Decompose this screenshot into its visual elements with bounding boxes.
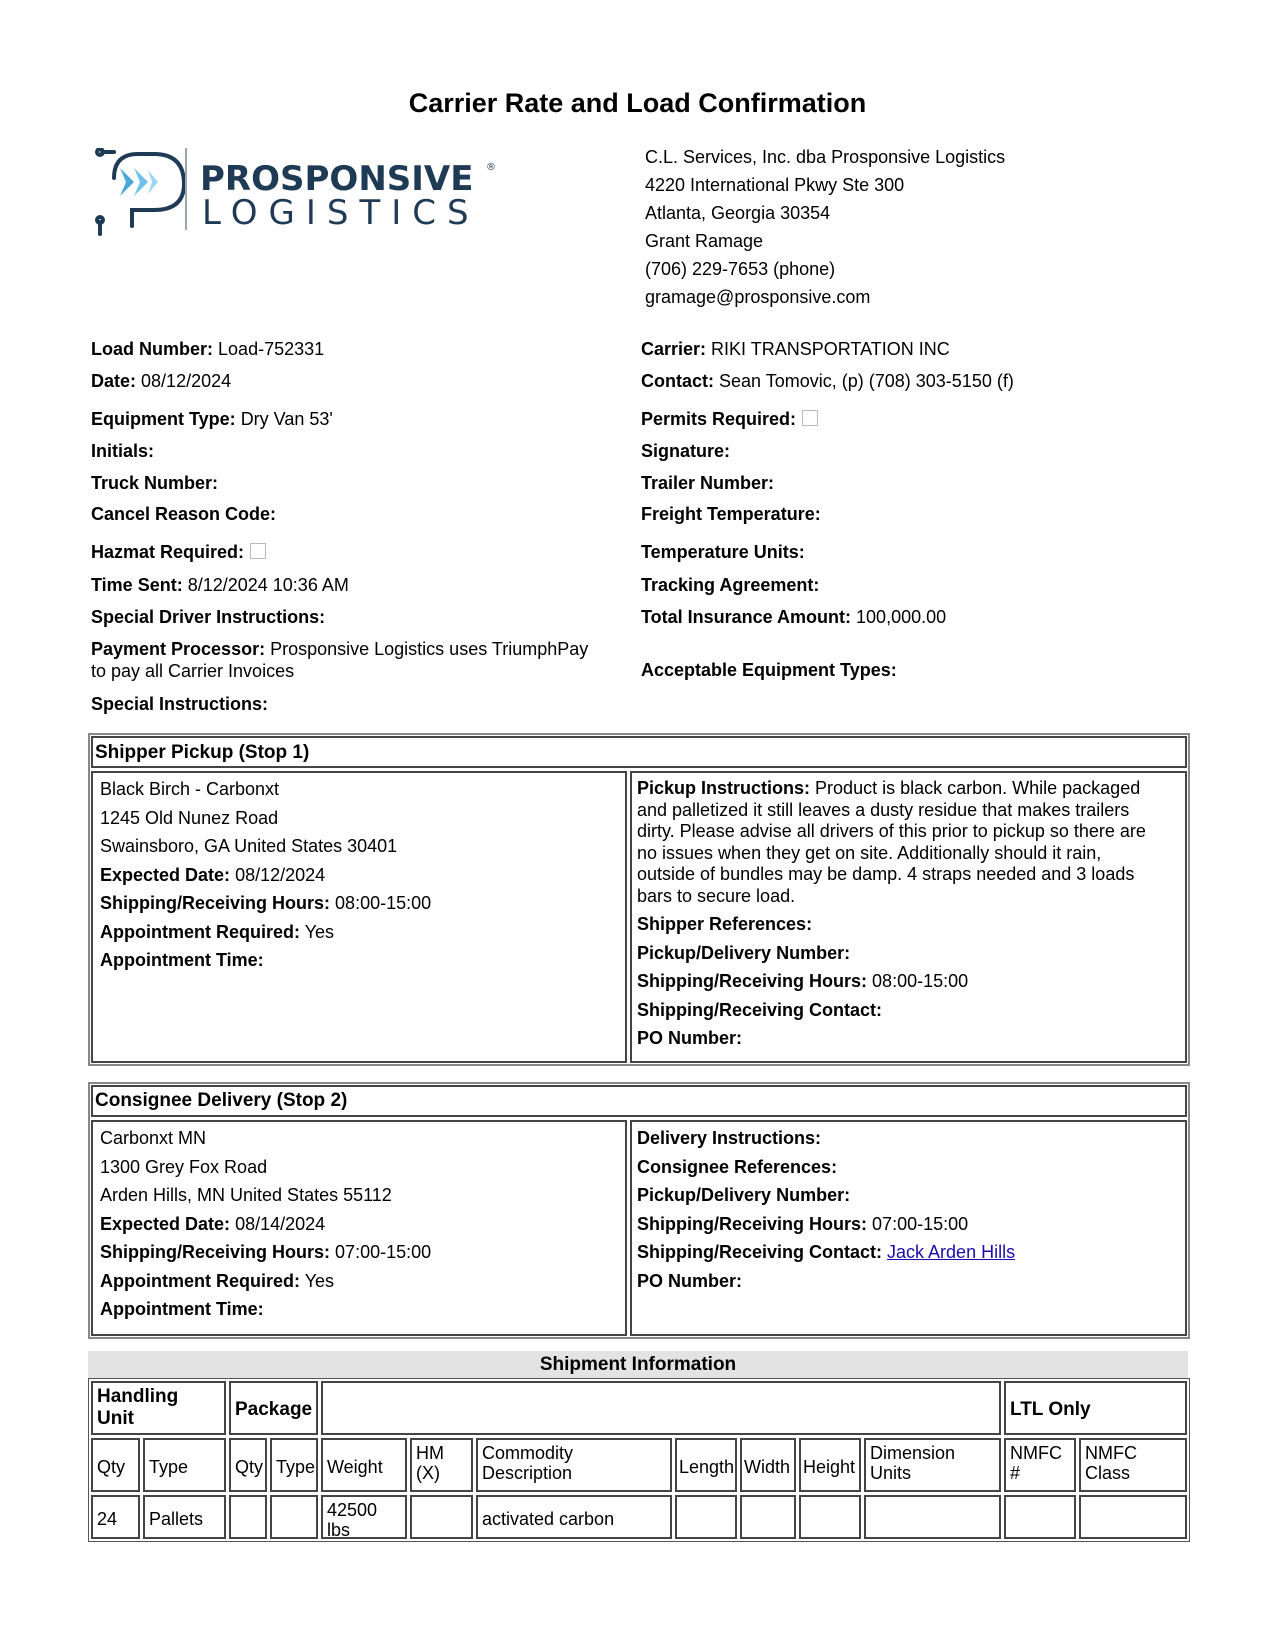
- logo-registered-mark: ®: [486, 162, 496, 173]
- stop2-pickup-delivery-number: Pickup/Delivery Number:: [637, 1185, 851, 1205]
- col-width: Width: [740, 1438, 796, 1492]
- logo-subtitle: LOGISTICS: [202, 193, 480, 233]
- stop1-po-number: PO Number:: [637, 1028, 743, 1048]
- logo-name: PROSPONSIVE: [200, 159, 474, 199]
- stop2-appointment-time: Appointment Time:: [100, 1299, 264, 1319]
- company-logo: [92, 148, 522, 248]
- company-email[interactable]: gramage@prosponsive.com: [645, 287, 871, 307]
- row-hm: [410, 1495, 473, 1539]
- stop2-name: Carbonxt MN: [100, 1128, 207, 1148]
- group-package: Package: [229, 1381, 318, 1435]
- logo-mark-icon: [92, 148, 522, 248]
- col-weight: Weight: [321, 1438, 407, 1492]
- stop1-hours: Shipping/Receiving Hours: 08:00-15:00: [100, 893, 432, 913]
- truck-number-field: Truck Number:: [91, 473, 219, 493]
- time-sent-field: Time Sent: 8/12/2024 10:36 AM: [91, 575, 349, 595]
- company-phone: (706) 229-7653 (phone): [645, 259, 836, 279]
- stop1-appointment-required: Appointment Required: Yes: [100, 921, 335, 942]
- trailer-number-field: Trailer Number:: [641, 473, 775, 493]
- row-length: [675, 1495, 737, 1539]
- payment-processor-field: Payment Processor: Prosponsive Logistics uses TriumphPay to pay all Carrier Invoices: [91, 639, 589, 681]
- stop1-instructions: [637, 778, 1182, 1053]
- stop2-address: [100, 1124, 431, 1324]
- group-handling-unit: Handling Unit: [91, 1381, 226, 1435]
- group-blank: [321, 1381, 1001, 1435]
- stop1-expected-date: Expected Date: 08/12/2024: [100, 864, 326, 885]
- row-width: [740, 1495, 796, 1539]
- contact-field: Contact: Sean Tomovic, (p) (708) 303-5150 (f): [641, 371, 1014, 391]
- col-qty: Qty: [91, 1438, 140, 1492]
- stop1-pickup-instructions: Pickup Instructions: Product is black carbon. While packaged and palletized it still leaves a dusty residue that makes trailers dirty. Please advise all drivers of this prior to pickup so there are no issues when they get on site. Additionally should it rain, outside of bundles may be damp. 4 straps needed and 3 loads bars to secure load.: [637, 778, 1146, 906]
- stop1-address2: Swainsboro, GA United States 30401: [100, 836, 398, 856]
- stop2-heading: Consignee Delivery (Stop 2): [95, 1090, 348, 1111]
- col-commodity: Commodity Description: [476, 1438, 672, 1492]
- stop2-expected-date: Expected Date: 08/14/2024: [100, 1213, 326, 1234]
- col-package-type: Type: [270, 1438, 318, 1492]
- row-qty: 24: [91, 1495, 140, 1539]
- special-instructions-field: Special Instructions:: [91, 694, 269, 714]
- col-hm: HM (X): [410, 1438, 473, 1492]
- row-nmfc-class: [1079, 1495, 1187, 1539]
- row-height: [799, 1495, 861, 1539]
- hazmat-checkbox[interactable]: [250, 543, 266, 559]
- stop1-contact: Shipping/Receiving Contact:: [637, 999, 883, 1020]
- cancel-reason-field: Cancel Reason Code:: [91, 504, 277, 524]
- carrier-field: Carrier: RIKI TRANSPORTATION INC: [641, 339, 950, 359]
- stop1-address1: 1245 Old Nunez Road: [100, 807, 279, 828]
- row-weight: 42500 lbs: [321, 1495, 407, 1539]
- permits-checkbox[interactable]: [802, 410, 818, 426]
- stop2-appointment-required: Appointment Required: Yes: [100, 1270, 335, 1291]
- stop2-address1: 1300 Grey Fox Road: [100, 1156, 268, 1177]
- stop2-hours: Shipping/Receiving Hours: 07:00-15:00: [100, 1242, 432, 1262]
- temperature-units-field: Temperature Units:: [641, 542, 805, 562]
- signature-field: Signature:: [641, 441, 731, 461]
- stop2-address2: Arden Hills, MN United States 55112: [100, 1185, 392, 1205]
- row-type: Pallets: [143, 1495, 226, 1539]
- initials-field: Initials:: [91, 441, 155, 461]
- stop1-appointment-time: Appointment Time:: [100, 950, 264, 970]
- page-title: Carrier Rate and Load Confirmation: [408, 88, 867, 118]
- equipment-type-field: Equipment Type: Dry Van 53': [91, 409, 333, 429]
- tracking-agreement-field: Tracking Agreement:: [641, 575, 820, 595]
- company-name: C.L. Services, Inc. dba Prosponsive Logistics: [645, 147, 1006, 167]
- col-package-qty: Qty: [229, 1438, 267, 1492]
- company-street: 4220 International Pkwy Ste 300: [645, 175, 905, 195]
- row-package-type: [270, 1495, 318, 1539]
- acceptable-equipment-field: Acceptable Equipment Types:: [641, 660, 897, 680]
- group-ltl-only: LTL Only: [1004, 1381, 1187, 1435]
- stop2-delivery-instructions: Delivery Instructions:: [637, 1128, 822, 1148]
- col-height: Height: [799, 1438, 861, 1492]
- stop2-hours-2: Shipping/Receiving Hours: 07:00-15:00: [637, 1213, 969, 1234]
- stop2-contact: Shipping/Receiving Contact: Jack Arden Hills: [637, 1242, 1016, 1262]
- row-commodity: activated carbon: [476, 1495, 672, 1539]
- date-field: Date: 08/12/2024: [91, 371, 232, 391]
- stop2-consignee-references: Consignee References:: [637, 1156, 838, 1177]
- company-city: Atlanta, Georgia 30354: [645, 203, 831, 223]
- stop2-contact-link[interactable]: Jack Arden Hills: [887, 1242, 1016, 1262]
- stop1-shipper-references: Shipper References:: [637, 914, 813, 934]
- stop1-address: [100, 775, 431, 975]
- col-nmfc-number: NMFC #: [1004, 1438, 1076, 1492]
- company-address-block: [645, 143, 1005, 311]
- shipment-heading: Shipment Information: [88, 1351, 1188, 1378]
- col-length: Length: [675, 1438, 737, 1492]
- hazmat-field: Hazmat Required:: [91, 541, 266, 563]
- col-dimension-units: Dimension Units: [864, 1438, 1001, 1492]
- row-dimension-units: [864, 1495, 1001, 1539]
- stop2-po-number: PO Number:: [637, 1270, 743, 1291]
- row-package-qty: [229, 1495, 267, 1539]
- load-number-field: Load Number: Load-752331: [91, 339, 325, 359]
- stop1-hours-2: Shipping/Receiving Hours: 08:00-15:00: [637, 971, 969, 991]
- stop2-instructions: [637, 1124, 1015, 1295]
- company-contact-name: Grant Ramage: [645, 231, 764, 251]
- row-nmfc-number: [1004, 1495, 1076, 1539]
- stop1-name: Black Birch - Carbonxt: [100, 779, 280, 799]
- freight-temperature-field: Freight Temperature:: [641, 504, 821, 524]
- permits-field: Permits Required:: [641, 408, 818, 430]
- col-type: Type: [143, 1438, 226, 1492]
- stop1-pickup-delivery-number: Pickup/Delivery Number:: [637, 942, 851, 963]
- col-nmfc-class: NMFC Class: [1079, 1438, 1187, 1492]
- insurance-field: Total Insurance Amount: 100,000.00: [641, 607, 947, 627]
- stop1-heading: Shipper Pickup (Stop 1): [95, 742, 310, 763]
- special-driver-field: Special Driver Instructions:: [91, 607, 326, 627]
